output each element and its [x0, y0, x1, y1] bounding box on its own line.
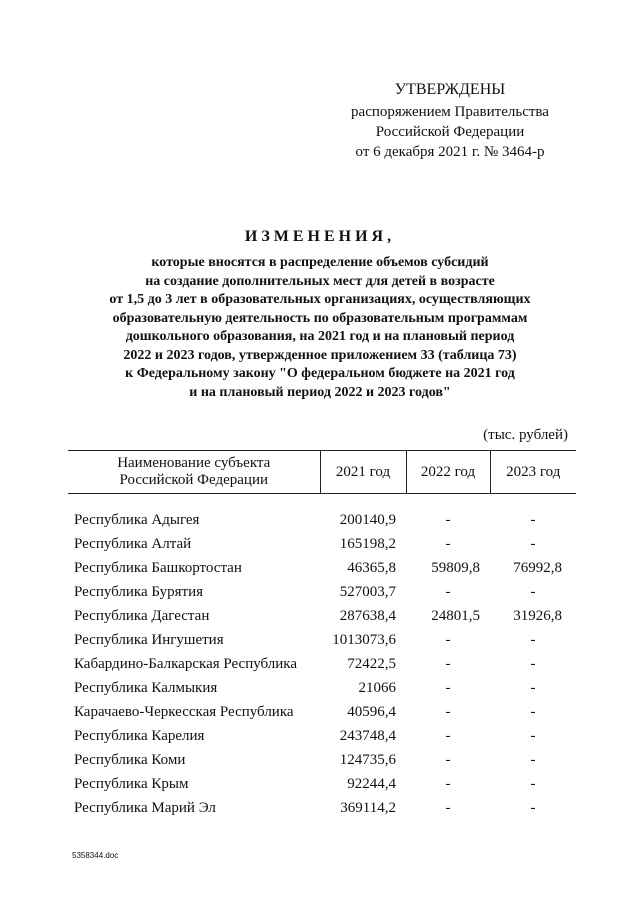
approval-block [330, 80, 570, 162]
approval-heading: УТВЕРЖДЕНЫ [394, 81, 506, 98]
value-2021: 21066 [358, 679, 396, 696]
document-title [60, 228, 580, 402]
table-row [68, 700, 576, 724]
value-2023: - [530, 703, 536, 720]
title-line: на создание дополнительных мест для детей в возрасте [145, 273, 495, 289]
value-2022: - [445, 511, 451, 528]
value-2022: - [445, 655, 451, 672]
header-subject-name [68, 451, 320, 494]
value-2022: - [445, 535, 451, 552]
table-header-row [68, 451, 576, 494]
value-2023: - [530, 583, 536, 600]
table-row [68, 508, 576, 532]
value-2021: 40596,4 [347, 703, 396, 720]
subject-name: Республика Бурятия [74, 583, 204, 600]
value-2023: - [530, 535, 536, 552]
header-2023: 2023 год [490, 451, 576, 494]
title-main: ИЗМЕНЕНИЯ, [244, 228, 396, 245]
value-2021: 72422,5 [347, 655, 396, 672]
value-2023: 76992,8 [513, 559, 562, 576]
value-2023: - [530, 751, 536, 768]
subject-name: Республика Коми [74, 751, 186, 768]
table-row [68, 628, 576, 652]
value-2023: - [530, 799, 536, 816]
subject-name: Республика Дагестан [74, 607, 210, 624]
subject-name: Республика Адыгея [74, 511, 200, 528]
value-2022: - [445, 679, 451, 696]
subject-name: Республика Калмыкия [74, 679, 218, 696]
file-reference: 5358344.doc [72, 851, 119, 860]
value-2022: - [445, 703, 451, 720]
title-line: и на плановый период 2022 и 2023 годов" [189, 384, 451, 400]
value-2021: 124735,6 [339, 751, 396, 768]
subject-name: Республика Крым [74, 775, 189, 792]
value-2022: - [445, 799, 451, 816]
value-2023: - [530, 655, 536, 672]
table-row [68, 748, 576, 772]
subject-name: Карачаево-Черкесская Республика [74, 703, 294, 720]
value-2021: 165198,2 [339, 535, 396, 552]
value-2023: - [530, 727, 536, 744]
value-2021: 200140,9 [339, 511, 396, 528]
value-2022: - [445, 631, 451, 648]
value-2021: 287638,4 [339, 607, 396, 624]
value-2022: - [445, 775, 451, 792]
subject-name: Республика Башкортостан [74, 559, 242, 576]
value-2023: - [530, 775, 536, 792]
value-2022: 59809,8 [431, 559, 480, 576]
title-line: 2022 и 2023 годов, утвержденное приложением 33 (таблица 73) [123, 347, 517, 363]
value-2023: - [530, 679, 536, 696]
title-line: от 1,5 до 3 лет в образовательных организациях, осуществляющих [109, 292, 531, 307]
subject-name: Республика Ингушетия [74, 631, 224, 648]
value-2021: 243748,4 [339, 727, 396, 744]
distribution-table [68, 450, 576, 820]
table-row [68, 796, 576, 820]
value-2022: 24801,5 [431, 607, 480, 624]
value-2023: 31926,8 [513, 607, 562, 624]
table-row [68, 604, 576, 628]
table-row [68, 772, 576, 796]
approval-line-2: Российской Федерации [375, 124, 525, 140]
value-2021: 369114,2 [340, 799, 396, 816]
subject-name: Республика Карелия [74, 727, 205, 744]
value-2021: 46365,8 [347, 559, 396, 576]
header-subject-line-1: Наименование субъекта [117, 455, 271, 471]
approval-line-1: распоряжением Правительства [351, 104, 549, 120]
value-2022: - [445, 583, 451, 600]
value-2023: - [530, 511, 536, 528]
value-2021: 1013073,6 [332, 631, 396, 648]
value-2021: 527003,7 [339, 583, 396, 600]
subject-name: Республика Марий Эл [74, 799, 216, 816]
value-2021: 92244,4 [347, 775, 396, 792]
value-2022: - [445, 727, 451, 744]
title-line: которые вносятся в распределение объемов субсидий [151, 255, 489, 270]
table-row [68, 676, 576, 700]
table-row [68, 580, 576, 604]
value-2022: - [445, 751, 451, 768]
title-line: дошкольного образования, на 2021 год и на плановый период [125, 329, 515, 344]
subject-name: Республика Алтай [74, 535, 192, 552]
value-2023: - [530, 631, 536, 648]
title-line: к Федеральному закону "О федеральном бюджете на 2021 год [125, 366, 515, 381]
table-row [68, 556, 576, 580]
unit-label: (тыс. рублей) [483, 427, 568, 443]
approval-line-3: от 6 декабря 2021 г. № 3464-р [355, 144, 545, 160]
subject-name: Кабардино-Балкарская Республика [74, 655, 298, 672]
header-2022: 2022 год [406, 451, 490, 494]
header-2021: 2021 год [320, 451, 406, 494]
table-row [68, 532, 576, 556]
header-subject-line-2: Российской Федерации [119, 472, 268, 488]
table-spacer [68, 494, 576, 509]
title-line: образовательную деятельность по образовательным программам [112, 310, 528, 326]
table-row [68, 724, 576, 748]
table-row [68, 652, 576, 676]
